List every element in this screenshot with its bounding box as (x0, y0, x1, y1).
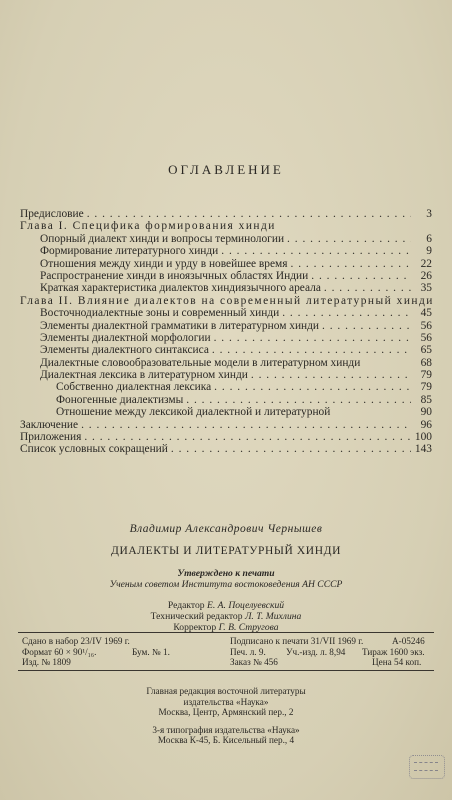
toc-entry-label: Восточнодиалектные зоны и современный хинди (40, 307, 280, 320)
toc-page-number: 65 (420, 344, 432, 357)
toc-entry-label: Заключение (20, 418, 79, 431)
toc-entry (20, 270, 432, 282)
toc-entry-label: Опорный диалект хинди и вопросы терминологии (40, 232, 285, 245)
toc-entry (20, 208, 432, 220)
toc-entry (20, 258, 432, 270)
tech-editor-role: Технический редактор (150, 611, 243, 622)
toc-entry-label: Глава II. Влияние диалектов на современный литературный хинди (20, 294, 434, 307)
publisher-block (0, 686, 452, 746)
toc-leader-dots (214, 381, 411, 393)
toc-entry-label: Приложения (20, 431, 82, 444)
toc-entry-label: Предисловие (20, 208, 84, 220)
toc-entry-label: Список условных сокращений (20, 443, 168, 456)
toc-page-number: 85 (420, 393, 432, 406)
editor-line (0, 600, 452, 611)
toc-entry-label: Диалектная лексика в литературном хинди (40, 369, 248, 382)
toc-page-number: 79 (420, 369, 432, 382)
approval-body: Ученым советом Института востоковедения АН СССР (109, 579, 343, 590)
imprint-row (22, 647, 432, 658)
tech-editor-line (0, 611, 452, 622)
imprint-block (22, 636, 432, 668)
toc-leader-dots (214, 332, 411, 344)
imprint-code: А-05246 (392, 636, 425, 646)
toc-entry (20, 233, 432, 245)
toc-page-number: 56 (420, 319, 432, 332)
imprint-edition-no: Изд. № 1809 (22, 657, 71, 668)
toc-page-number: 56 (420, 331, 432, 344)
toc-heading: ОГЛАВЛЕНИЕ (168, 162, 284, 177)
toc-leader-dots (311, 270, 411, 282)
imprint-format: Формат 60 × 90¹/₁₆. (22, 646, 97, 657)
toc-entry (20, 381, 432, 393)
toc-entry-label: Элементы диалектной морфологии (40, 331, 211, 344)
editor-name: Е. А. Поцелуевский (207, 600, 285, 611)
imprint-rule-bottom (18, 670, 434, 671)
toc-page-number: 9 (426, 245, 432, 258)
toc-page-number: 45 (420, 307, 432, 320)
toc-page-number: 79 (420, 381, 432, 394)
printer-line: 3-я типография издательства «Наука» (152, 724, 300, 735)
toc-page-number: 68 (420, 356, 432, 369)
toc-entry-label: Отношения между хинди и урду в новейшее время (40, 257, 288, 270)
imprint-row (22, 657, 432, 668)
publisher-line: Главная редакция восточной литературы (146, 686, 306, 696)
toc-page-number: 35 (420, 282, 432, 295)
toc-entry (20, 320, 432, 332)
imprint-row (22, 636, 432, 647)
imprint-signed-date: Подписано к печати 31/VII 1969 г. (230, 636, 364, 646)
toc-entry-label: Собственно диалектная лексика (56, 381, 212, 394)
toc-leader-dots (322, 320, 411, 332)
printer-address: Москва К-45, Б. Кисельный пер., 4 (157, 735, 295, 745)
toc-entry (20, 394, 432, 406)
approval-line: Утверждено к печати (177, 568, 275, 579)
imprint-paper: Бум. № 1. (132, 646, 170, 657)
toc-entry (20, 369, 432, 381)
toc-entry-label: Фоногенные диалектизмы (56, 393, 184, 406)
toc-leader-dots (221, 245, 411, 257)
proofreader-role: Корректор (173, 622, 217, 633)
toc-entry-label: Глава I. Специфика формирования хинди (20, 220, 276, 233)
toc-leader-dots (291, 258, 411, 270)
toc-entry (20, 332, 432, 344)
author-name: Владимир Александрович Чернышев (129, 523, 323, 535)
toc-entry (20, 357, 432, 369)
imprint-rule-top (18, 632, 434, 633)
toc-entry-label: Формирование литературного хинди (40, 245, 219, 258)
toc-page-number: 3 (426, 208, 432, 220)
toc-entry-label: Отношение между лексикой диалектной и литературной (56, 406, 331, 419)
toc-leader-dots (287, 233, 411, 245)
toc-entry-label: Распространение хинди в иноязычных областях Индии (40, 269, 309, 282)
imprint-order-no: Заказ № 456 (230, 657, 278, 668)
toc-leader-dots (81, 419, 411, 431)
toc-leader-dots (87, 208, 411, 220)
toc-leader-dots (84, 431, 411, 443)
imprint-print-sheets: Печ. л. 9. (230, 646, 266, 657)
tech-editor-name: Л. Т. Михлина (244, 611, 302, 622)
toc-page-number: 143 (414, 443, 432, 456)
toc-page-number: 90 (420, 406, 432, 419)
toc-entry (20, 295, 432, 307)
proofreader-name: Г. В. Стругова (218, 622, 279, 633)
toc-leader-dots (186, 394, 411, 406)
toc-entry (20, 431, 432, 443)
book-title: ДИАЛЕКТЫ И ЛИТЕРАТУРНЫЙ ХИНДИ (111, 545, 341, 557)
toc-entry-label: Краткая характеристика диалектов хиндиязычного ареала (40, 282, 321, 295)
toc-entry-label: Диалектные словообразовательные модели в литературном хинди (40, 356, 361, 369)
editor-role: Редактор (167, 600, 205, 611)
library-stamp (409, 755, 445, 779)
toc-page-number: 6 (426, 232, 432, 245)
toc-entry (20, 245, 432, 257)
editors-block (0, 600, 452, 633)
toc-entry (20, 282, 432, 294)
toc-entry (20, 443, 432, 455)
publisher-line: издательства «Наука» (183, 696, 269, 707)
toc-page-number: 22 (420, 257, 432, 270)
publisher-address: Москва, Центр, Армянский пер., 2 (158, 707, 294, 717)
approval-note (0, 568, 452, 590)
toc-page-number: 26 (420, 269, 432, 282)
imprint-print-run: Тираж 1600 экз. (362, 646, 425, 657)
toc-entry (20, 406, 432, 418)
table-of-contents (20, 208, 432, 456)
toc-leader-dots (212, 344, 411, 356)
imprint-pub-sheets: Уч.-изд. л. 8,94 (286, 646, 346, 657)
toc-entry (20, 307, 432, 319)
toc-leader-dots (251, 369, 411, 381)
toc-entry (20, 344, 432, 356)
toc-leader-dots (282, 307, 411, 319)
imprint-typeset-date: Сдано в набор 23/IV 1969 г. (22, 636, 130, 646)
toc-entry-label: Элементы диалектной грамматики в литературном хинди (40, 319, 320, 332)
toc-leader-dots (324, 282, 411, 294)
toc-leader-dots (171, 443, 411, 455)
toc-page-number: 96 (420, 418, 432, 431)
toc-entry (20, 220, 432, 232)
toc-entry (20, 419, 432, 431)
toc-page-number: 100 (414, 431, 432, 444)
toc-entry-label: Элементы диалектного синтаксиса (40, 344, 209, 357)
imprint-price: Цена 54 коп. (372, 657, 422, 668)
